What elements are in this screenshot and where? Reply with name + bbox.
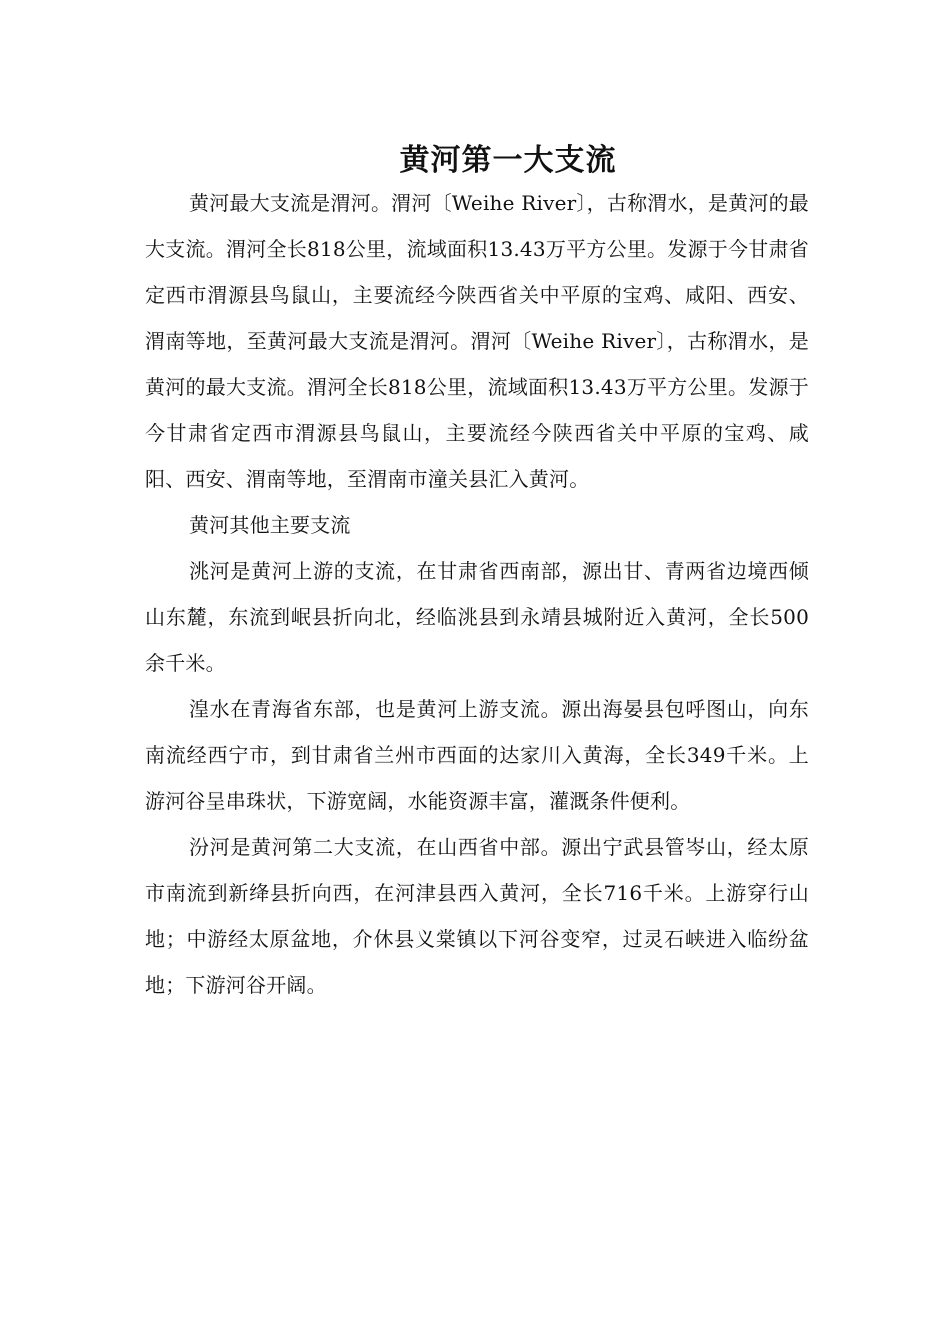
paragraph-fenhe: 汾河是黄河第二大支流，在山西省中部。源出宁武县管岑山，经太原市南流到新绛县折向西，在河津县西入黄河，全长716千米。上游穿行山地；中游经太原盆地，介休县义棠镇以下河谷变窄，过灵石峡进入临纷盆地；下游河谷开阔。 <box>145 835 809 997</box>
paragraph-taohe: 洮河是黄河上游的支流，在甘肃省西南部，源出甘、青两省边境西倾山东麓，东流到岷县折向北，经临洮县到永靖县城附近入黄河，全长500余千米。 <box>145 559 809 675</box>
paragraph-other-tributaries-heading: 黄河其他主要支流 <box>189 513 351 537</box>
paragraph-huangshui: 湟水在青海省东部，也是黄河上游支流。源出海晏县包呼图山，向东南流经西宁市，到甘肃省兰州市西面的达家川入黄海，全长349千米。上游河谷呈串珠状，下游宽阔，水能资源丰富，灌溉条件便利。 <box>145 697 809 813</box>
document-body <box>145 180 809 1008</box>
paragraph-weihe: 黄河最大支流是渭河。渭河〔Weihe River〕，古称渭水，是黄河的最大支流。渭河全长818公里，流域面积13.43万平方公里。发源于今甘肃省定西市渭源县鸟鼠山，主要流经今陕西省关中平原的宝鸡、咸阳、西安、渭南等地，至黄河最大支流是渭河。渭河〔Weihe River〕，古称渭水，是黄河的最大支流。渭河全长818公里，流域面积13.43万平方公里。发源于今甘肃省定西市渭源县鸟鼠山，主要流经今陕西省关中平原的宝鸡、咸阳、西安、渭南等地，至渭南市潼关县汇入黄河。 <box>145 191 809 491</box>
document-title: 黄河第一大支流 <box>399 143 617 179</box>
